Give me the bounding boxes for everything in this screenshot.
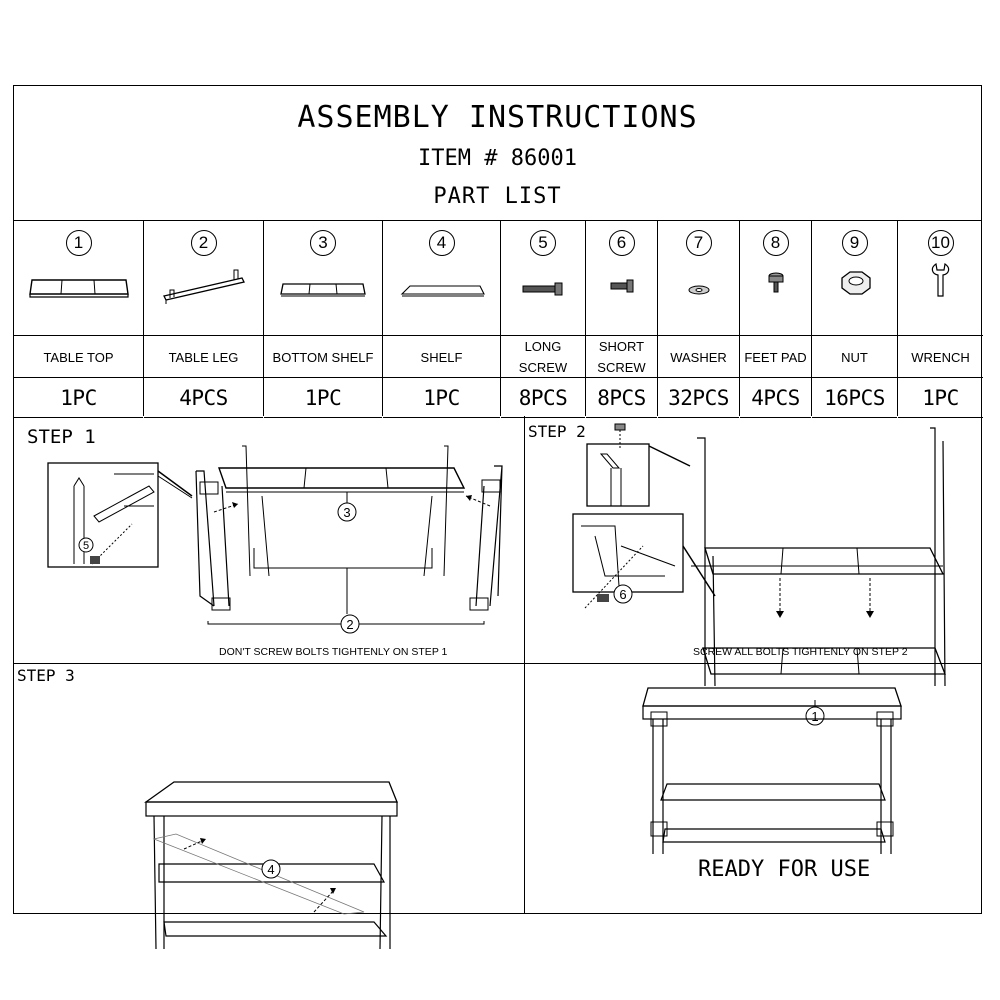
part-quantity: 1PC xyxy=(383,377,500,418)
part-number: 1 xyxy=(66,230,92,256)
part-column xyxy=(501,220,586,416)
step-2-diagram xyxy=(525,416,979,724)
step-1-diagram xyxy=(14,416,523,662)
part-number: 2 xyxy=(191,230,217,256)
part-number: 5 xyxy=(530,230,556,256)
part-name: SHORT SCREW xyxy=(586,335,657,378)
table-top-icon xyxy=(24,260,134,310)
part-quantity: 4PCS xyxy=(740,377,811,418)
part-number: 9 xyxy=(842,230,868,256)
part-list-heading: PART LIST xyxy=(433,184,562,209)
final-panel xyxy=(525,664,981,913)
washer-icon xyxy=(674,260,724,310)
part-name: NUT xyxy=(812,335,897,378)
step-2-note: SCREW ALL BOLTS TIGHTENLY ON STEP 2 xyxy=(693,646,908,658)
step-label: STEP 2 xyxy=(528,422,586,441)
part-quantity: 4PCS xyxy=(144,377,263,418)
step-3-panel xyxy=(14,664,525,913)
part-column xyxy=(14,220,144,416)
long-screw-icon xyxy=(513,260,573,310)
part-quantity: 32PCS xyxy=(658,377,739,418)
wrench-icon xyxy=(916,260,966,310)
instruction-sheet xyxy=(13,85,982,914)
callout-4: 4 xyxy=(267,862,275,877)
table-leg-icon xyxy=(154,260,254,310)
part-number: 6 xyxy=(609,230,635,256)
callout-1: 1 xyxy=(811,709,819,724)
step-3-diagram xyxy=(14,664,523,911)
step-2-panel xyxy=(525,416,981,724)
part-column xyxy=(264,220,383,416)
feet-pad-icon xyxy=(751,260,801,310)
nut-icon xyxy=(830,260,880,310)
part-name: LONG SCREW xyxy=(501,335,585,378)
callout-3: 3 xyxy=(343,505,351,520)
ready-for-use-label: READY FOR USE xyxy=(698,857,871,882)
part-quantity: 8PCS xyxy=(501,377,585,418)
step-1-panel xyxy=(14,416,525,664)
callout-2: 2 xyxy=(346,617,354,632)
document-title: ASSEMBLY INSTRUCTIONS xyxy=(297,100,698,135)
part-column xyxy=(740,220,812,416)
part-name: FEET PAD xyxy=(740,335,811,378)
part-number: 10 xyxy=(928,230,954,256)
part-name: WRENCH xyxy=(898,335,983,378)
step-label: STEP 1 xyxy=(27,426,96,448)
part-name: TABLE LEG xyxy=(144,335,263,378)
part-quantity: 16PCS xyxy=(812,377,897,418)
part-list-table xyxy=(14,220,981,416)
item-number: ITEM # 86001 xyxy=(418,146,577,171)
part-number: 8 xyxy=(763,230,789,256)
title-block xyxy=(14,86,981,221)
part-number: 3 xyxy=(310,230,336,256)
part-name: WASHER xyxy=(658,335,739,378)
part-column xyxy=(586,220,658,416)
shelf-icon xyxy=(392,260,492,310)
part-column xyxy=(812,220,898,416)
callout-6: 6 xyxy=(619,587,627,602)
part-quantity: 8PCS xyxy=(586,377,657,418)
part-column xyxy=(658,220,740,416)
part-number: 4 xyxy=(429,230,455,256)
callout-5: 5 xyxy=(82,540,90,552)
part-name: BOTTOM SHELF xyxy=(264,335,382,378)
bottom-shelf-icon xyxy=(273,260,373,310)
part-column xyxy=(898,220,983,416)
part-name: SHELF xyxy=(383,335,500,378)
part-number: 7 xyxy=(686,230,712,256)
short-screw-icon xyxy=(597,260,647,310)
part-column xyxy=(383,220,501,416)
part-column xyxy=(144,220,264,416)
part-quantity: 1PC xyxy=(14,377,143,418)
step-label: STEP 3 xyxy=(17,666,75,685)
part-quantity: 1PC xyxy=(264,377,382,418)
part-quantity: 1PC xyxy=(898,377,983,418)
part-name: TABLE TOP xyxy=(14,335,143,378)
step-1-note: DON'T SCREW BOLTS TIGHTENLY ON STEP 1 xyxy=(219,646,448,658)
